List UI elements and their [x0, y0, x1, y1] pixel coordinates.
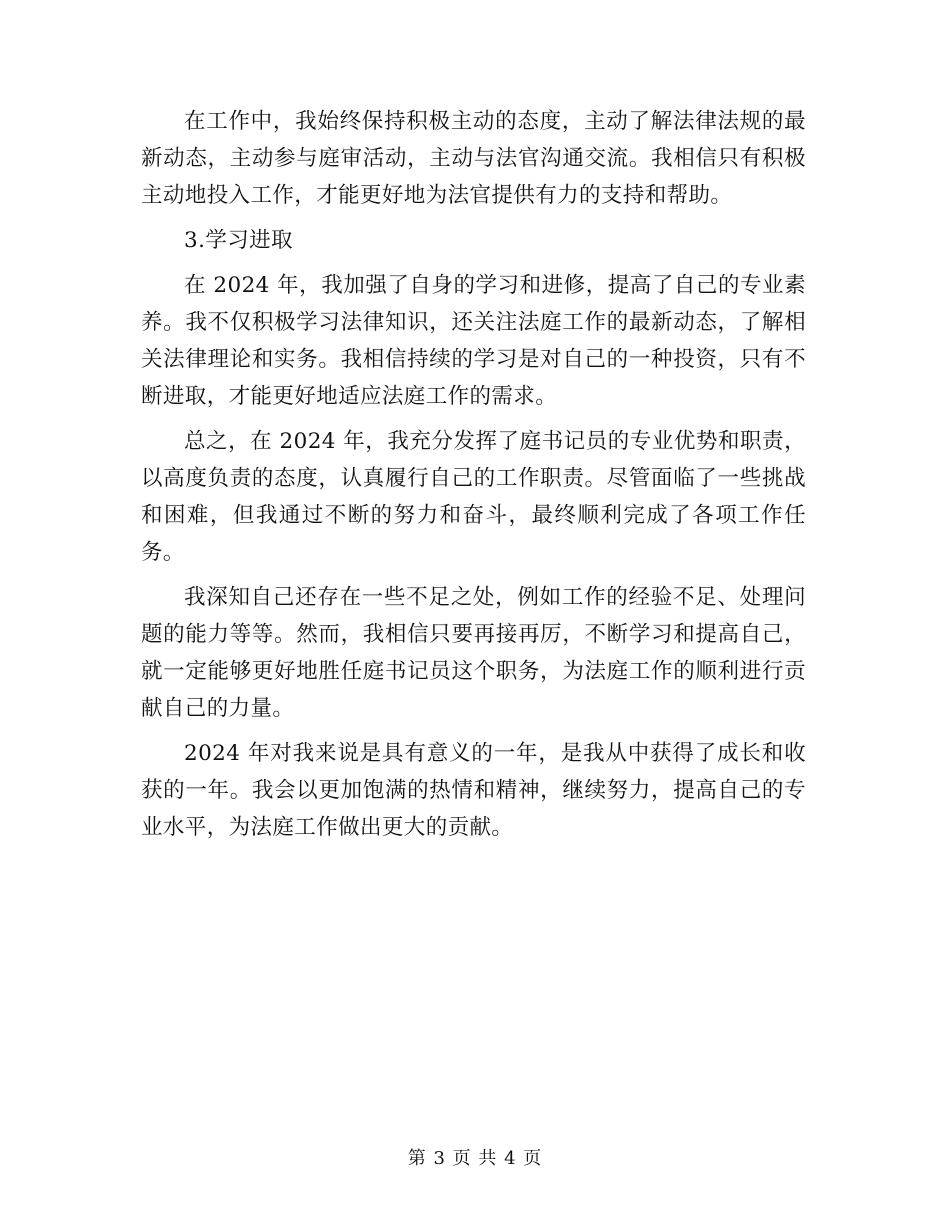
paragraph-learning: 在 2024 年，我加强了自身的学习和进修，提高了自己的专业素养。我不仅积极学习法律知识，还关注法庭工作的最新动态，了解相关法律理论和实务。我相信持续的学习是对自己的一种投资，只有不断进取，才能更好地适应法庭工作的需求。	[141, 273, 806, 409]
paragraph-shortcomings: 我深知自己还存在一些不足之处，例如工作的经验不足、处理问题的能力等等。然而，我相信只要再接再厉，不断学习和提高自己，就一定能够更好地胜任庭书记员这个职务，为法庭工作的顺利进行贡献自己的力量。	[141, 585, 806, 721]
section-heading-learning: 3.学习进取	[184, 228, 293, 253]
paragraph-summary: 总之，在 2024 年，我充分发挥了庭书记员的专业优势和职责，以高度负责的态度，认真履行自己的工作职责。尽管面临了一些挑战和困难，但我通过不断的努力和奋斗，最终顺利完成了各项工作任务。	[141, 429, 806, 565]
paragraph-outlook: 2024 年对我来说是具有意义的一年，是我从中获得了成长和收获的一年。我会以更加饱满的热情和精神，继续努力，提高自己的专业水平，为法庭工作做出更大的贡献。	[141, 741, 806, 840]
document-body	[141, 103, 806, 854]
page-number-footer: 第 3 页 共 4 页	[407, 1148, 543, 1169]
paragraph-proactive-attitude: 在工作中，我始终保持积极主动的态度，主动了解法律法规的最新动态，主动参与庭审活动，主动与法官沟通交流。我相信只有积极主动地投入工作，才能更好地为法官提供有力的支持和帮助。	[141, 109, 806, 208]
